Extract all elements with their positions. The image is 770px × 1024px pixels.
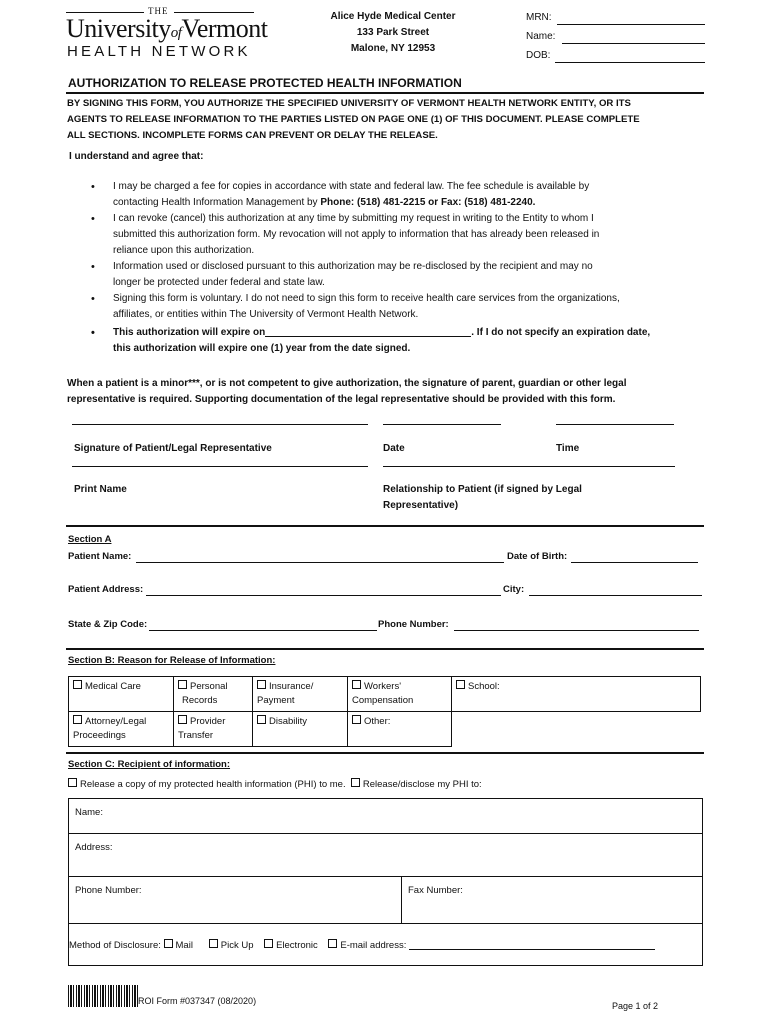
checkbox-icon[interactable] xyxy=(178,715,187,724)
reason-empty xyxy=(452,712,701,747)
relationship-field[interactable] xyxy=(383,466,675,467)
logo-rule xyxy=(66,12,144,13)
facility-name: Alice Hyde Medical Center xyxy=(330,11,456,22)
term-expire: • This authorization will expire on . If I do not specify an expiration date, this authorization will expire one (1) year from the date signed. xyxy=(91,327,651,354)
facility-city: Malone, NY 12953 xyxy=(350,43,436,54)
method-electronic[interactable]: Electronic xyxy=(276,940,318,951)
reason-table xyxy=(68,676,701,747)
minor-notice: representative is required. Supporting documentation of the legal representative should be provided with this form. xyxy=(67,394,616,405)
reason-school[interactable]: School: xyxy=(452,677,701,712)
term-redisclose: • Information used or disclosed pursuant to this authorization may be re-disclosed by the recipient and may no longer be protected under federal and state law. xyxy=(91,261,593,288)
recipient-name-label: Name: xyxy=(75,807,103,818)
phone-label-a: Phone Number: xyxy=(378,619,449,630)
intro-line: ALL SECTIONS. INCOMPLETE FORMS CAN PREVENT OR DELAY THE RELEASE. xyxy=(67,130,438,141)
form-title: AUTHORIZATION TO RELEASE PROTECTED HEALTH INFORMATION xyxy=(68,76,462,90)
reason-disability[interactable]: Disability xyxy=(253,712,348,747)
reason-attorney[interactable]: Attorney/Legal Proceedings xyxy=(69,712,174,747)
term-fee: • I may be charged a fee for copies in accordance with state and federal law. The fee schedule is available by contacting Health Information Management by Phone: (518) 481-2215 or Fax: (518) 481-2240. xyxy=(91,181,590,208)
date-field[interactable] xyxy=(383,424,501,425)
term-voluntary: • Signing this form is voluntary. I do not need to sign this form to receive health care services from the organizations, affiliates, or entities within The University of Vermont Health Network. xyxy=(91,293,620,320)
intro-line: AGENTS TO RELEASE INFORMATION TO THE PARTIES LISTED ON PAGE ONE (1) OF THIS DOCUMENT. PLEASE COMPLETE xyxy=(67,114,640,125)
intro-line: BY SIGNING THIS FORM, YOU AUTHORIZE THE SPECIFIED UNIVERSITY OF VERMONT HEALTH NETWORK ENTITY, OR ITS xyxy=(67,98,631,109)
section-c-title: Section C: Recipient of information: xyxy=(68,759,231,770)
dob-label: DOB: xyxy=(526,50,551,61)
recipient-address-label: Address: xyxy=(75,842,113,853)
checkbox-icon[interactable] xyxy=(164,939,173,948)
patient-address-label: Patient Address: xyxy=(68,584,144,595)
recipient-fax-label: Fax Number: xyxy=(408,885,463,896)
form-id: ROI Form #037347 (08/2020) xyxy=(138,996,257,1006)
checkbox-icon[interactable] xyxy=(328,939,337,948)
date-label: Date xyxy=(383,443,405,454)
method-mail[interactable]: Mail xyxy=(175,940,193,951)
organization-logo xyxy=(66,6,268,60)
checkbox-icon[interactable] xyxy=(68,778,77,787)
recipient-row-phone[interactable] xyxy=(69,877,402,924)
page-number: Page 1 of 2 xyxy=(612,1001,659,1011)
method-email[interactable]: E-mail address: xyxy=(340,940,407,951)
email-field[interactable] xyxy=(409,939,655,950)
patient-dob-field[interactable] xyxy=(571,551,698,563)
checkbox-icon[interactable] xyxy=(73,715,82,724)
dob-label-a: Date of Birth: xyxy=(507,551,568,562)
time-field[interactable] xyxy=(556,424,674,425)
state-zip-label: State & Zip Code: xyxy=(68,619,148,630)
mrn-label: MRN: xyxy=(526,12,552,23)
checkbox-icon[interactable] xyxy=(351,778,360,787)
facility-street: 133 Park Street xyxy=(356,27,430,38)
time-label: Time xyxy=(556,443,580,454)
method-pickup[interactable]: Pick Up xyxy=(220,940,254,951)
reason-provider-transfer[interactable]: Provider Transfer xyxy=(174,712,253,747)
recipient-row-fax[interactable] xyxy=(402,877,702,924)
checkbox-icon[interactable] xyxy=(257,715,266,724)
relationship-label: Relationship to Patient (if signed by Legal xyxy=(383,484,582,495)
signature-label: Signature of Patient/Legal Representative xyxy=(74,443,272,454)
terms-list xyxy=(91,179,713,357)
section-divider xyxy=(66,752,704,754)
reason-workers-comp[interactable]: Workers' Compensation xyxy=(348,677,452,712)
phone-field-a[interactable] xyxy=(454,619,699,631)
section-divider xyxy=(66,648,704,650)
section-divider xyxy=(66,525,704,527)
patient-name-label: Patient Name: xyxy=(68,551,132,562)
recipient-phone-label: Phone Number: xyxy=(75,885,142,896)
print-name-label: Print Name xyxy=(74,484,127,495)
city-label: City: xyxy=(503,584,525,595)
section-b-title: Section B: Reason for Release of Information: xyxy=(68,655,276,666)
reason-other[interactable]: Other: xyxy=(348,712,452,747)
checkbox-icon[interactable] xyxy=(352,680,361,689)
state-zip-field[interactable] xyxy=(149,619,377,631)
method-label: Method of Disclosure: xyxy=(69,940,161,951)
understand-heading: I understand and agree that: xyxy=(69,151,204,162)
recipient-row-name[interactable] xyxy=(69,799,702,834)
name-label: Name: xyxy=(526,31,556,42)
city-field[interactable] xyxy=(529,584,702,596)
title-rule xyxy=(66,92,704,94)
relationship-label: Representative) xyxy=(383,500,459,511)
logo-rule xyxy=(174,12,254,13)
checkbox-icon[interactable] xyxy=(178,680,187,689)
patient-address-field[interactable] xyxy=(146,584,501,596)
logo-the: THE xyxy=(148,6,169,16)
checkbox-icon[interactable] xyxy=(456,680,465,689)
recipient-row-address[interactable] xyxy=(69,834,702,877)
reason-insurance[interactable]: Insurance/ Payment xyxy=(253,677,348,712)
recipient-box xyxy=(68,798,703,966)
logo-network: HEALTH NETWORK xyxy=(67,43,251,60)
barcode xyxy=(68,985,138,1007)
checkbox-icon[interactable] xyxy=(257,680,266,689)
checkbox-icon[interactable] xyxy=(73,680,82,689)
reason-personal-records[interactable]: Personal Records xyxy=(174,677,253,712)
dob-field[interactable] xyxy=(555,50,705,63)
signature-field[interactable] xyxy=(72,424,368,425)
name-field[interactable] xyxy=(562,31,705,44)
checkbox-icon[interactable] xyxy=(352,715,361,724)
patient-name-field[interactable] xyxy=(136,551,504,563)
release-copy-option[interactable]: Release a copy of my protected health information (PHI) to me. xyxy=(80,779,346,790)
expiration-date-field[interactable] xyxy=(265,325,471,337)
minor-notice: When a patient is a minor***, or is not competent to give authorization, the signature of parent, guardian or other legal xyxy=(67,378,627,389)
release-disclose-option[interactable]: Release/disclose my PHI to: xyxy=(362,779,482,790)
reason-medical-care[interactable]: Medical Care xyxy=(69,677,174,712)
term-revoke: • I can revoke (cancel) this authorization at any time by submitting my request in writing to the Entity to whom I submitted this authorization form. My revocation will not apply to information that has already been released in reliance upon this authorization. xyxy=(91,213,600,256)
print-name-field[interactable] xyxy=(72,466,368,467)
section-a-title: Section A xyxy=(68,534,112,545)
logo-wordmark: UniversityofVermont xyxy=(66,14,268,43)
checkbox-icon[interactable] xyxy=(209,939,218,948)
mrn-field[interactable] xyxy=(557,12,705,25)
release-options xyxy=(68,778,482,790)
disclosure-method-row xyxy=(69,939,702,951)
checkbox-icon[interactable] xyxy=(264,939,273,948)
